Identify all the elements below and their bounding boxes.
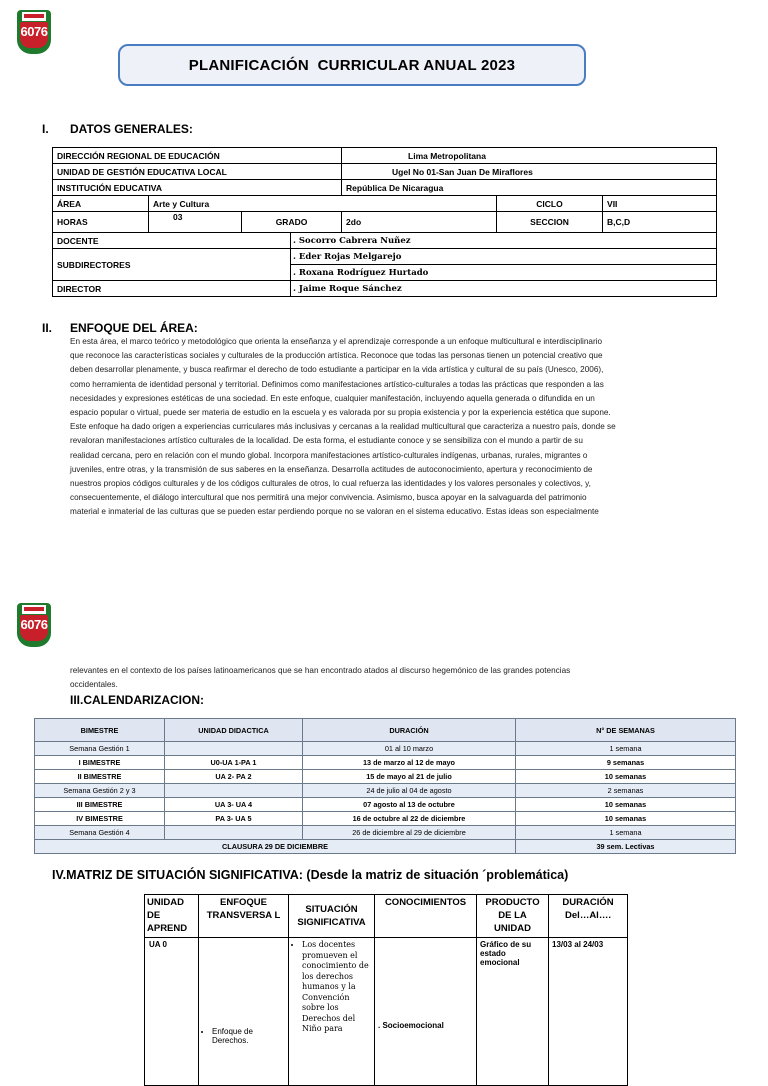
paragraph-line: material e inmaterial de las culturas que se pueden estar perdiendo porque no se valoran en el sistema educativo. Estas ideas son especialmente — [70, 507, 599, 517]
column-header: UNIDAD DE APREND — [145, 895, 199, 938]
section-number: II. — [42, 321, 53, 335]
logo-number: 6076 — [20, 617, 48, 632]
school-logo — [17, 10, 51, 54]
docente-label: DOCENTE — [53, 233, 291, 249]
horas-label: HORAS — [53, 212, 149, 233]
table-row — [35, 812, 736, 826]
situacion-item: • Los docentes promueven el conocimiento de los derechos humanos y la Convención sobre los Derechos del Niño para — [302, 940, 371, 1035]
cell-unidad: PA 3- UA 5 — [165, 812, 303, 826]
page-title: PLANIFICACIÓN CURRICULAR ANUAL 2023 — [188, 56, 516, 74]
cell-duracion: 15 de mayo al 21 de julio — [303, 770, 516, 784]
cell-unidad: UA 2- PA 2 — [165, 770, 303, 784]
paragraph-line: realidad cercana, pero en relación con el mundo global. Incorpora manifestaciones artístico-culturales indígenas, urbanas, rurales, migrantes o — [70, 450, 588, 460]
cell-unidad — [165, 742, 303, 756]
dre-label: DIRECCIÓN REGIONAL DE EDUCACIÓN — [53, 148, 342, 164]
cell-semanas: 10 semanas — [516, 812, 736, 826]
horas-value: 03 — [149, 212, 242, 233]
cell-bimestre: II BIMESTRE — [35, 770, 165, 784]
matriz-table — [144, 894, 628, 1086]
paragraph-line: espacio popular o virtual, puede ser materia de estudio en la escuela y es valorada por su propia existencia y por la experiencia estética que supone. — [70, 408, 611, 418]
cell-semanas: 10 semanas — [516, 770, 736, 784]
table-row — [53, 281, 717, 297]
total-semanas-cell: 39 sem. Lectivas — [516, 840, 736, 854]
paragraph-line: nuestros propios códigos culturales y de los códigos culturales de otros, lo cual refuerza las identidades y los valores personales y colectivos, y, — [70, 479, 591, 489]
ciclo-label: CICLO — [497, 196, 603, 212]
paragraph-line: juveniles, entre otras, y la transmisión de sus saberes en la enseñanza. Desarrolla actitudes de autoconocimiento, apertura y reconocimiento de — [70, 464, 593, 474]
director-label: DIRECTOR — [53, 281, 291, 297]
enfoque-item: • Enfoque de Derechos. — [212, 1027, 285, 1045]
column-header: DURACIÓN — [303, 719, 516, 742]
cell-duracion: 13/03 al 24/03 — [549, 938, 628, 1086]
datos-generales-table — [52, 147, 717, 297]
section-title: ENFOQUE DEL ÁREA: — [70, 321, 198, 335]
column-header: N° DE SEMANAS — [516, 719, 736, 742]
paragraph-line: occidentales. — [70, 680, 118, 690]
subdirector-1: . Eder Rojas Melgarejo — [291, 249, 717, 265]
table-row — [53, 164, 717, 180]
table-row — [35, 784, 736, 798]
section-calendarizacion: III.CALENDARIZACION: — [70, 693, 204, 707]
paragraph-line: revaloran manifestaciones artístico culturales de la localidad. De esta forma, el estudiante conoce y se sensibiliza con el mundo a partir de su — [70, 436, 583, 446]
enfoque-paragraph — [70, 335, 718, 520]
section-title: DATOS GENERALES: — [70, 122, 193, 136]
cell-semanas: 2 semanas — [516, 784, 736, 798]
director-value: . Jaime Roque Sánchez — [291, 281, 717, 297]
cell-situacion — [289, 938, 375, 1086]
paragraph-line: necesidades y expresiones estéticas de una sociedad. En este enfoque, cualquier manifestación, incluyendo aquella generada o difundida en un — [70, 393, 595, 403]
column-header: DURACIÓN Del…Al…. — [549, 895, 628, 938]
paragraph-line: que reconoce las características sociales y culturales de la producción artística. Reconoce que todas las personas tienen un potencial creativo que — [70, 351, 603, 361]
logo-number: 6076 — [20, 24, 48, 39]
school-logo — [17, 603, 51, 647]
cell-producto: Gráfico de su estado emocional — [477, 938, 549, 1086]
table-row — [35, 756, 736, 770]
cell-unidad: UA 3- UA 4 — [165, 798, 303, 812]
paragraph-line: deben desarrollar plenamente, y busca reafirmar el derecho de todo estudiante a participar en la vida artística y cultural de su país (Unesco, 2006), — [70, 365, 604, 375]
section-matriz: IV.MATRIZ DE SITUACIÓN SIGNIFICATIVA: (Desde la matriz de situación ´problemática) — [52, 868, 569, 882]
area-value: Arte y Cultura — [149, 196, 497, 212]
seccion-value: B,C,D — [603, 212, 717, 233]
cell-unidad — [165, 784, 303, 798]
cell-semanas: 9 semanas — [516, 756, 736, 770]
section-enfoque — [42, 321, 198, 335]
table-row — [35, 742, 736, 756]
paragraph-line: Este enfoque ha dado origen a experiencias curriculares más inclusivas y cercanas a la realidad multicultural que caracteriza a nuestro país, donde se — [70, 422, 616, 432]
cell-duracion: 01 al 10 marzo — [303, 742, 516, 756]
section-datos-generales — [42, 122, 193, 136]
paragraph-line: como herramienta de identidad personal y territorial. Definimos como manifestaciones artístico-culturales a todas las prácticas que responden a las — [70, 379, 604, 389]
cell-bimestre: I BIMESTRE — [35, 756, 165, 770]
table-row — [53, 249, 717, 265]
table-row — [53, 212, 717, 233]
ugel-value: Ugel No 01-San Juan De Miraflores — [342, 164, 717, 180]
ugel-label: UNIDAD DE GESTIÓN EDUCATIVA LOCAL — [53, 164, 342, 180]
cell-bimestre: Semana Gestión 2 y 3 — [35, 784, 165, 798]
calendar-table — [34, 718, 736, 854]
table-row — [145, 938, 628, 1086]
table-row — [35, 826, 736, 840]
cell-unidad — [165, 826, 303, 840]
subdirectores-label: SUBDIRECTORES — [53, 249, 291, 281]
table-row — [53, 233, 717, 249]
cell-bimestre: Semana Gestión 4 — [35, 826, 165, 840]
matriz-header-row — [145, 895, 628, 938]
cell-enfoque — [199, 938, 289, 1086]
enfoque-paragraph-continued — [70, 664, 718, 692]
paragraph-line: consecuentemente, el diálogo intercultural que nos permitirá una mejor convivencia. Asimismo, busca apoyar en la salvaguarda del patrimonio — [70, 493, 587, 503]
cell-unidad: UA 0 — [145, 938, 199, 1086]
cell-conocimientos: . Socioemocional — [375, 938, 477, 1086]
column-header: ENFOQUE TRANSVERSA L — [199, 895, 289, 938]
column-header: CONOCIMIENTOS — [375, 895, 477, 938]
page-title-box — [118, 44, 586, 86]
table-row — [53, 148, 717, 164]
cell-semanas: 1 semana — [516, 742, 736, 756]
clausura-cell: CLAUSURA 29 DE DICIEMBRE — [35, 840, 516, 854]
docente-value: . Socorro Cabrera Nuñez — [291, 233, 717, 249]
table-row — [53, 180, 717, 196]
column-header: BIMESTRE — [35, 719, 165, 742]
paragraph-line: En esta área, el marco teórico y metodológico que orienta la enseñanza y el aprendizaje corresponde a un enfoque multicultural e interdisciplinario — [70, 337, 603, 346]
column-header: UNIDAD DIDACTICA — [165, 719, 303, 742]
table-footer-row — [35, 840, 736, 854]
dre-value: Lima Metropolitana — [342, 148, 717, 164]
cell-unidad: U0-UA 1-PA 1 — [165, 756, 303, 770]
cell-duracion: 26 de diciembre al 29 de diciembre — [303, 826, 516, 840]
cell-duracion: 07 agosto al 13 de octubre — [303, 798, 516, 812]
grado-label: GRADO — [242, 212, 342, 233]
table-row — [53, 196, 717, 212]
table-row — [35, 770, 736, 784]
cell-bimestre: IV BIMESTRE — [35, 812, 165, 826]
grado-value: 2do — [342, 212, 497, 233]
column-header: SITUACIÓN SIGNIFICATIVA — [289, 895, 375, 938]
cell-bimestre: III BIMESTRE — [35, 798, 165, 812]
ie-label: INSTITUCIÓN EDUCATIVA — [53, 180, 342, 196]
section-number: I. — [42, 122, 49, 136]
column-header: PRODUCTO DE LA UNIDAD — [477, 895, 549, 938]
cell-duracion: 24 de julio al 04 de agosto — [303, 784, 516, 798]
paragraph-line: relevantes en el contexto de los países latinoamericanos que se han encontrado atados al discurso hegemónico de las grandes potencias — [70, 666, 571, 675]
seccion-label: SECCION — [497, 212, 603, 233]
table-row — [35, 798, 736, 812]
cell-bimestre: Semana Gestión 1 — [35, 742, 165, 756]
cell-semanas: 10 semanas — [516, 798, 736, 812]
ciclo-value: VII — [603, 196, 717, 212]
subdirector-2: . Roxana Rodríguez Hurtado — [291, 265, 717, 281]
ie-value: República De Nicaragua — [342, 180, 717, 196]
area-label: ÁREA — [53, 196, 149, 212]
cell-duracion: 16 de octubre al 22 de diciembre — [303, 812, 516, 826]
calendar-header-row — [35, 719, 736, 742]
cell-duracion: 13 de marzo al 12 de mayo — [303, 756, 516, 770]
cell-semanas: 1 semana — [516, 826, 736, 840]
